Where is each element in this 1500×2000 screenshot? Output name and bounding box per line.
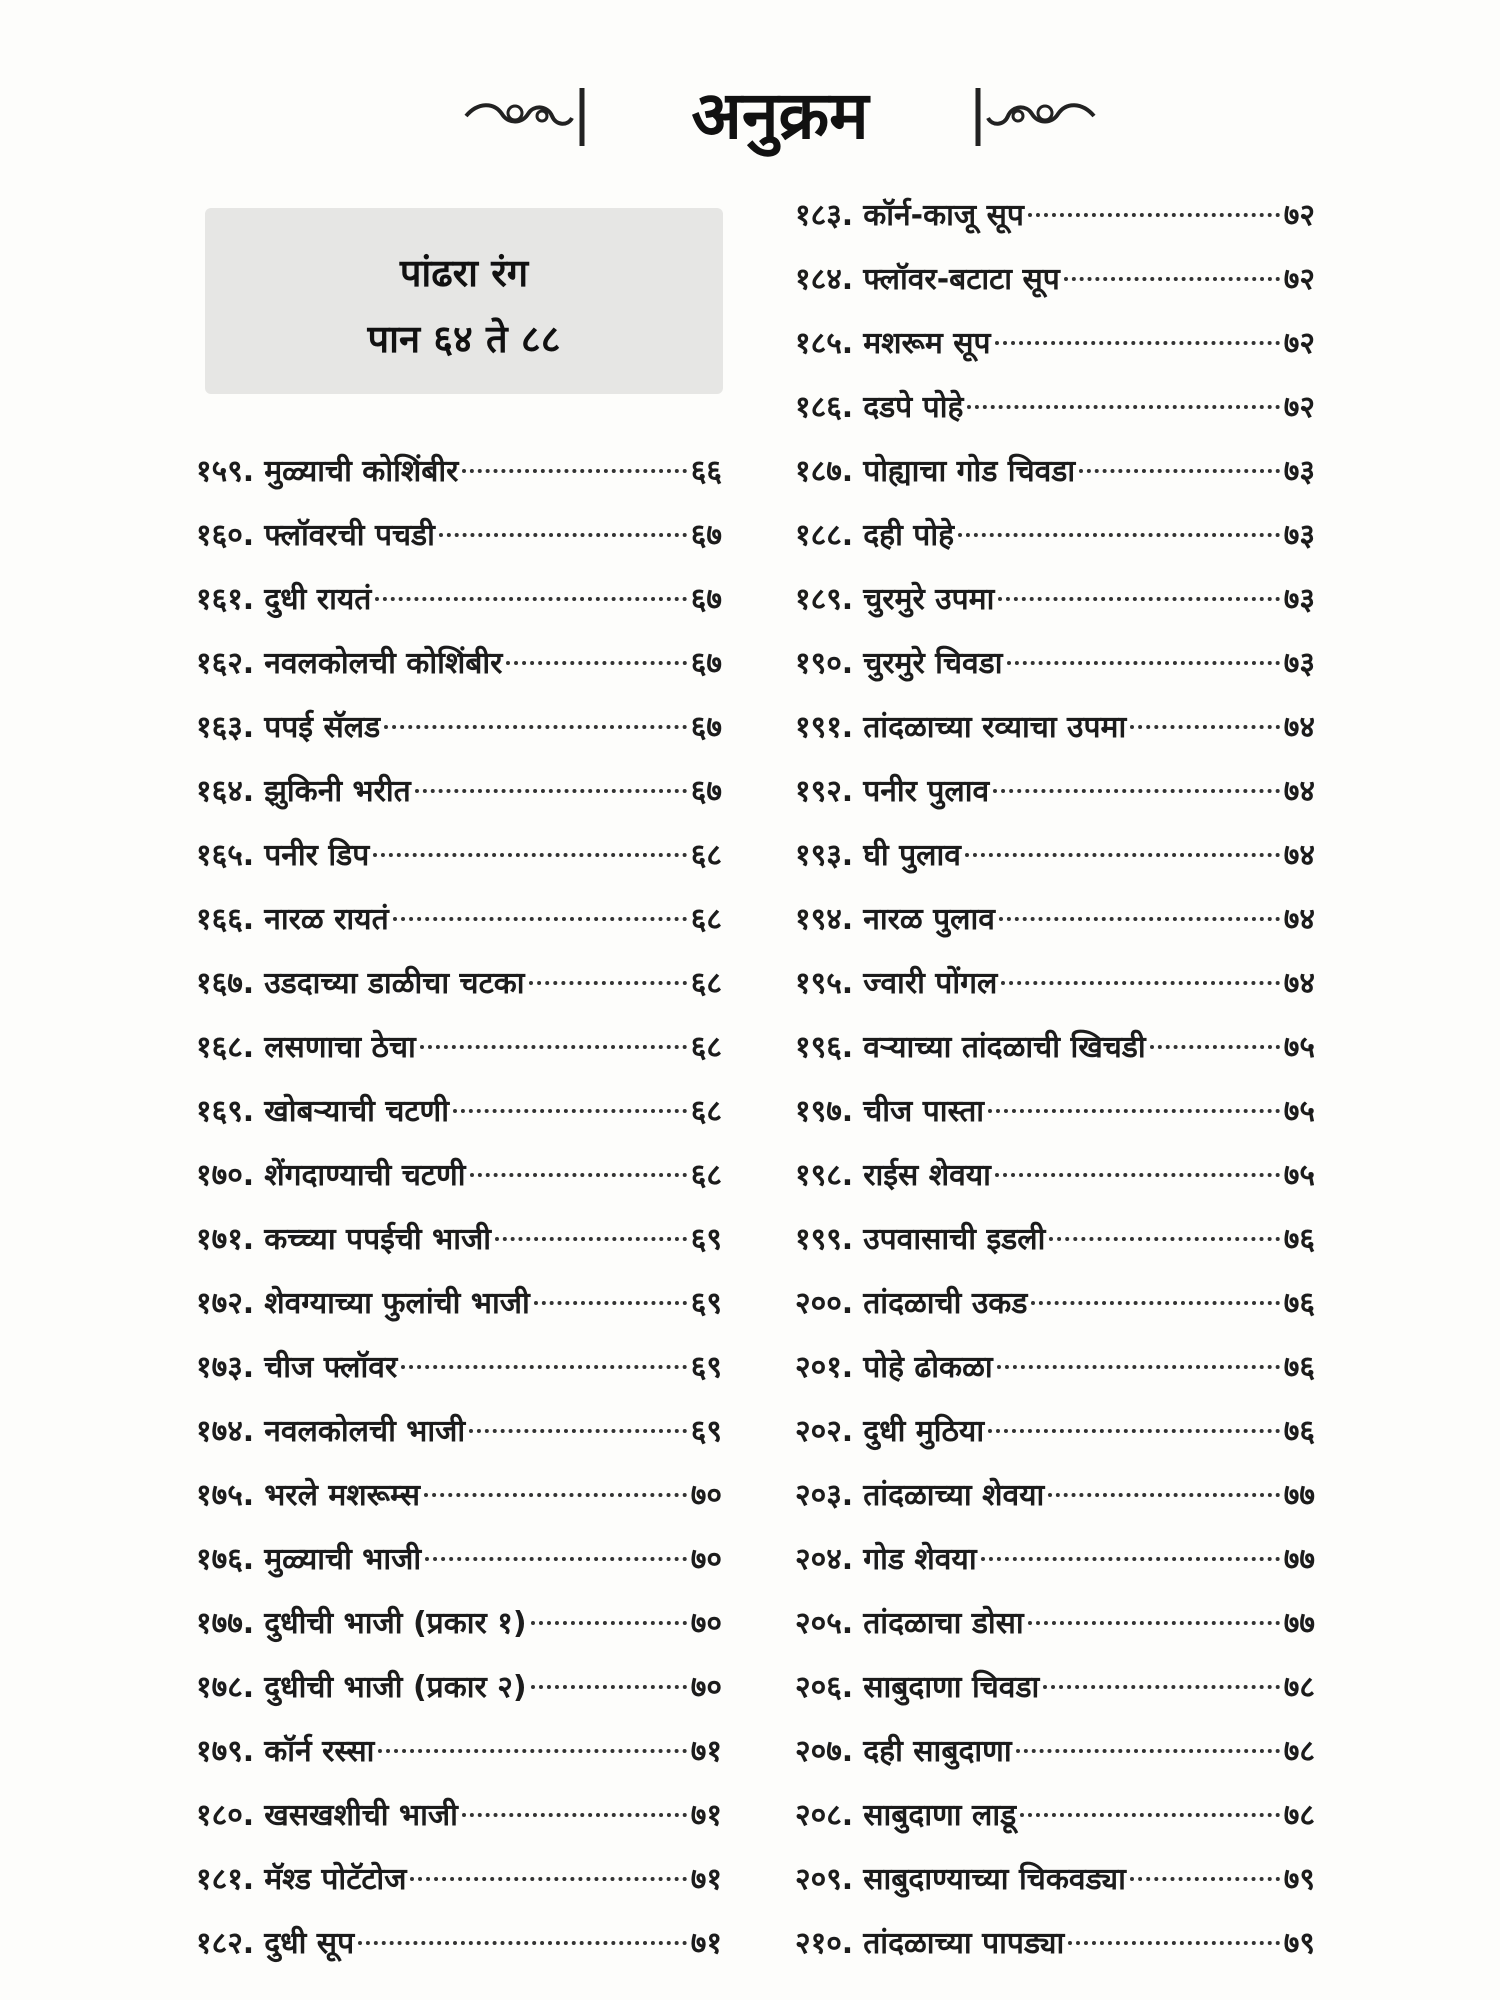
entry-number: १९६. bbox=[795, 1030, 854, 1065]
entry-number: १६१. bbox=[196, 582, 255, 617]
toc-entry bbox=[795, 1016, 1315, 1080]
entry-number: १९५. bbox=[795, 966, 854, 1001]
entry-page-number: ७३ bbox=[1283, 518, 1315, 553]
entry-number: १८०. bbox=[196, 1798, 255, 1833]
toc-entry bbox=[795, 1464, 1315, 1528]
entry-title: मुळ्याची भाजी bbox=[264, 1542, 422, 1577]
entry-number: २०२. bbox=[795, 1414, 854, 1449]
dot-leader bbox=[1068, 1941, 1279, 1945]
entry-title: साबुदाणा चिवडा bbox=[863, 1670, 1040, 1705]
toc-entry bbox=[795, 1272, 1315, 1336]
entry-title: साबुदाणा लाडू bbox=[863, 1798, 1017, 1833]
toc-entry bbox=[196, 1016, 722, 1080]
toc-entry bbox=[196, 632, 722, 696]
entry-number: १९८. bbox=[795, 1158, 854, 1193]
toc-entry bbox=[196, 1784, 722, 1848]
toc-entry bbox=[196, 1592, 722, 1656]
entry-page-number: ६६ bbox=[690, 454, 722, 489]
dot-leader bbox=[1150, 1045, 1280, 1049]
entry-number: १७०. bbox=[196, 1158, 255, 1193]
toc-entry bbox=[795, 504, 1315, 568]
entry-title: पोहे ढोकळा bbox=[863, 1350, 993, 1385]
entry-title: शेवग्याच्या फुलांची भाजी bbox=[264, 1286, 530, 1321]
dot-leader bbox=[410, 1877, 686, 1881]
entry-number: १९०. bbox=[795, 646, 854, 681]
dot-leader bbox=[469, 1429, 687, 1433]
entry-number: १८८. bbox=[795, 518, 854, 553]
entry-number: २१०. bbox=[795, 1926, 854, 1961]
entry-page-number: ७२ bbox=[1283, 326, 1315, 361]
toc-entry bbox=[795, 696, 1315, 760]
entry-title: पपई सॅलड bbox=[264, 710, 381, 745]
dot-leader bbox=[965, 853, 1280, 857]
entry-page-number: ७६ bbox=[1283, 1286, 1315, 1321]
entry-number: १६२. bbox=[196, 646, 255, 681]
entry-number: १६५. bbox=[196, 838, 255, 873]
entry-title: दही पोहे bbox=[863, 518, 955, 553]
dot-leader bbox=[958, 533, 1280, 537]
entry-page-number: ७४ bbox=[1283, 966, 1315, 1001]
entry-title: दडपे पोहे bbox=[863, 390, 964, 425]
entry-page-number: ७९ bbox=[1283, 1926, 1315, 1961]
dot-leader bbox=[439, 533, 687, 537]
entry-page-number: ६९ bbox=[690, 1350, 722, 1385]
entry-number: १९४. bbox=[795, 902, 854, 937]
entry-title: खसखशीची भाजी bbox=[264, 1798, 458, 1833]
toc-entry bbox=[196, 824, 722, 888]
entry-page-number: ७६ bbox=[1283, 1350, 1315, 1385]
entry-title: झुकिनी भरीत bbox=[264, 774, 411, 809]
entry-page-number: ६७ bbox=[690, 774, 722, 809]
entry-number: १७१. bbox=[196, 1222, 255, 1257]
entry-number: १८३. bbox=[795, 198, 854, 233]
entry-title: राईस शेवया bbox=[863, 1158, 991, 1193]
toc-entry bbox=[196, 952, 722, 1016]
dot-leader bbox=[988, 1109, 1280, 1113]
entry-page-number: ७३ bbox=[1283, 582, 1315, 617]
toc-entry bbox=[795, 952, 1315, 1016]
toc-entry bbox=[795, 888, 1315, 952]
dot-leader bbox=[1043, 1685, 1279, 1689]
entry-number: २०३. bbox=[795, 1478, 854, 1513]
entry-page-number: ६९ bbox=[690, 1222, 722, 1257]
entry-title: चुरमुरे चिवडा bbox=[863, 646, 1003, 681]
dot-leader bbox=[420, 1045, 687, 1049]
dot-leader bbox=[534, 1301, 687, 1305]
section-title: पांढरा रंग bbox=[399, 251, 529, 295]
toc-entry bbox=[795, 1720, 1315, 1784]
dot-leader bbox=[425, 1557, 687, 1561]
entry-title: नवलकोलची भाजी bbox=[264, 1414, 466, 1449]
entry-title: वऱ्याच्या तांदळाची खिचडी bbox=[863, 1030, 1146, 1065]
dot-leader bbox=[1028, 1621, 1280, 1625]
entry-title: खोबऱ्याची चटणी bbox=[264, 1094, 449, 1129]
toc-entry bbox=[795, 1656, 1315, 1720]
toc-entry bbox=[795, 1912, 1315, 1976]
entry-title: फ्लॉवरची पचडी bbox=[264, 518, 435, 553]
entry-page-number: ७७ bbox=[1283, 1542, 1315, 1577]
entry-title: फ्लॉवर-बटाटा सूप bbox=[863, 262, 1060, 297]
dot-leader bbox=[470, 1173, 687, 1177]
toc-entry bbox=[795, 440, 1315, 504]
entry-number: १५९. bbox=[196, 454, 255, 489]
entry-number: १७४. bbox=[196, 1414, 255, 1449]
entry-number: १७२. bbox=[196, 1286, 255, 1321]
entry-title: नवलकोलची कोशिंबीर bbox=[264, 646, 503, 681]
dot-leader bbox=[1031, 1301, 1279, 1305]
dot-leader bbox=[384, 725, 687, 729]
dot-leader bbox=[1049, 1237, 1279, 1241]
entry-title: भरले मशरूम्स bbox=[264, 1478, 421, 1513]
entry-number: १९७. bbox=[795, 1094, 854, 1129]
entry-page-number: ६८ bbox=[690, 902, 722, 937]
toc-entry bbox=[196, 504, 722, 568]
entry-page-number: ७६ bbox=[1283, 1222, 1315, 1257]
entry-page-number: ६८ bbox=[690, 1094, 722, 1129]
entry-number: १९१. bbox=[795, 710, 854, 745]
entry-number: १९३. bbox=[795, 838, 854, 873]
entry-number: १७६. bbox=[196, 1542, 255, 1577]
toc-entry bbox=[795, 632, 1315, 696]
entry-title: तांदळाचा डोसा bbox=[863, 1606, 1024, 1641]
entry-page-number: ६९ bbox=[690, 1286, 722, 1321]
toc-entry bbox=[795, 1336, 1315, 1400]
entry-page-number: ६८ bbox=[690, 1030, 722, 1065]
toc-entry bbox=[795, 1144, 1315, 1208]
entry-number: १८९. bbox=[795, 582, 854, 617]
entry-page-number: ७४ bbox=[1283, 774, 1315, 809]
entry-number: १९२. bbox=[795, 774, 854, 809]
entry-number: १८७. bbox=[795, 454, 854, 489]
toc-entry bbox=[196, 1336, 722, 1400]
entry-number: १८६. bbox=[795, 390, 854, 425]
dot-leader bbox=[998, 597, 1279, 601]
entry-page-number: ७१ bbox=[690, 1926, 722, 1961]
entry-page-number: ६७ bbox=[690, 582, 722, 617]
entry-page-number: ६९ bbox=[690, 1414, 722, 1449]
dot-leader bbox=[981, 1557, 1280, 1561]
toc-entry bbox=[795, 760, 1315, 824]
entry-page-number: ७१ bbox=[690, 1798, 722, 1833]
entry-page-number: ७८ bbox=[1283, 1798, 1315, 1833]
entry-number: १६४. bbox=[196, 774, 255, 809]
entry-title: दुधी रायतं bbox=[264, 582, 372, 617]
dot-leader bbox=[1079, 469, 1280, 473]
entry-title: मशरूम सूप bbox=[863, 326, 991, 361]
entry-title: मुळ्याची कोशिंबीर bbox=[264, 454, 459, 489]
entry-page-number: ७४ bbox=[1283, 838, 1315, 873]
entry-number: २०६. bbox=[795, 1670, 854, 1705]
dot-leader bbox=[1048, 1493, 1279, 1497]
toc-entry bbox=[196, 1144, 722, 1208]
entry-page-number: ६८ bbox=[690, 966, 722, 1001]
toc-entry bbox=[795, 312, 1315, 376]
dot-leader bbox=[1020, 1813, 1280, 1817]
entry-number: १९९. bbox=[795, 1222, 854, 1257]
toc-entry bbox=[196, 440, 722, 504]
dot-leader bbox=[373, 853, 687, 857]
toc-entry bbox=[196, 1272, 722, 1336]
entry-title: चीज फ्लॉवर bbox=[264, 1350, 398, 1385]
entry-title: उपवासाची इडली bbox=[863, 1222, 1046, 1257]
entry-page-number: ७४ bbox=[1283, 710, 1315, 745]
entry-title: दुधीची भाजी (प्रकार १) bbox=[264, 1606, 527, 1641]
toc-entry bbox=[795, 1592, 1315, 1656]
toc-entry bbox=[795, 1400, 1315, 1464]
entry-page-number: ७० bbox=[690, 1670, 722, 1705]
entry-page-number: ७२ bbox=[1283, 198, 1315, 233]
dot-leader bbox=[1016, 1749, 1280, 1753]
toc-entry bbox=[196, 1464, 722, 1528]
entry-page-number: ७७ bbox=[1283, 1478, 1315, 1513]
left-toc-column bbox=[196, 440, 722, 1976]
page-header bbox=[0, 60, 1500, 170]
section-page-range: पान ६४ ते ८८ bbox=[367, 317, 561, 361]
dot-leader bbox=[506, 661, 686, 665]
toc-entry bbox=[196, 696, 722, 760]
entry-number: २०८. bbox=[795, 1798, 854, 1833]
toc-entry bbox=[795, 568, 1315, 632]
entry-title: पोह्याचा गोड चिवडा bbox=[863, 454, 1076, 489]
entry-number: १७७. bbox=[196, 1606, 255, 1641]
entry-number: १६०. bbox=[196, 518, 255, 553]
entry-page-number: ७७ bbox=[1283, 1606, 1315, 1641]
entry-title: उडदाच्या डाळीचा चटका bbox=[264, 966, 525, 1001]
entry-number: २०५. bbox=[795, 1606, 854, 1641]
entry-number: १७८. bbox=[196, 1670, 255, 1705]
dot-leader bbox=[529, 981, 687, 985]
toc-entry bbox=[196, 1400, 722, 1464]
toc-entry bbox=[196, 1848, 722, 1912]
toc-entry bbox=[795, 1080, 1315, 1144]
dot-leader bbox=[531, 1685, 687, 1689]
toc-entry bbox=[196, 1528, 722, 1592]
toc-entry bbox=[196, 1080, 722, 1144]
entry-page-number: ७० bbox=[690, 1606, 722, 1641]
toc-entry bbox=[795, 1208, 1315, 1272]
entry-title: दही साबुदाणा bbox=[863, 1734, 1012, 1769]
toc-entry bbox=[196, 1912, 722, 1976]
entry-title: चुरमुरे उपमा bbox=[863, 582, 995, 617]
entry-number: १६६. bbox=[196, 902, 255, 937]
entry-title: दुधीची भाजी (प्रकार २) bbox=[264, 1670, 527, 1705]
dot-leader bbox=[495, 1237, 687, 1241]
entry-page-number: ६७ bbox=[690, 710, 722, 745]
entry-page-number: ७५ bbox=[1283, 1158, 1315, 1193]
dot-leader bbox=[1130, 1877, 1280, 1881]
entry-page-number: ७९ bbox=[1283, 1862, 1315, 1897]
toc-entry bbox=[196, 568, 722, 632]
toc-entry bbox=[795, 184, 1315, 248]
section-heading-box bbox=[205, 208, 723, 394]
dot-leader bbox=[393, 917, 687, 921]
entry-title: घी पुलाव bbox=[863, 838, 961, 873]
entry-number: २०९. bbox=[795, 1862, 854, 1897]
entry-number: २००. bbox=[795, 1286, 854, 1321]
entry-page-number: ७५ bbox=[1283, 1094, 1315, 1129]
entry-page-number: ६७ bbox=[690, 646, 722, 681]
toc-entry bbox=[196, 760, 722, 824]
dot-leader bbox=[995, 341, 1280, 345]
dot-leader bbox=[378, 1749, 686, 1753]
entry-title: शेंगदाण्याची चटणी bbox=[264, 1158, 466, 1193]
entry-title: नारळ रायतं bbox=[264, 902, 389, 937]
entry-page-number: ७२ bbox=[1283, 262, 1315, 297]
dot-leader bbox=[1001, 981, 1279, 985]
entry-page-number: ७१ bbox=[690, 1862, 722, 1897]
dot-leader bbox=[967, 405, 1279, 409]
entry-title: तांदळाची उकड bbox=[863, 1286, 1028, 1321]
entry-page-number: ७८ bbox=[1283, 1734, 1315, 1769]
toc-entry bbox=[196, 1720, 722, 1784]
toc-entry bbox=[795, 1784, 1315, 1848]
left-ornament-icon bbox=[458, 80, 588, 150]
entry-title: दुधी सूप bbox=[264, 1926, 355, 1961]
entry-title: तांदळाच्या रव्याचा उपमा bbox=[863, 710, 1127, 745]
page-title: अनुक्रम bbox=[691, 77, 869, 154]
toc-entry bbox=[196, 1208, 722, 1272]
dot-leader bbox=[997, 1365, 1280, 1369]
entry-number: १८५. bbox=[795, 326, 854, 361]
toc-entry bbox=[795, 824, 1315, 888]
entry-title: कच्च्या पपईची भाजी bbox=[264, 1222, 492, 1257]
dot-leader bbox=[999, 917, 1280, 921]
entry-number: २०१. bbox=[795, 1350, 854, 1385]
entry-title: तांदळाच्या शेवया bbox=[863, 1478, 1045, 1513]
entry-page-number: ७० bbox=[690, 1478, 722, 1513]
entry-page-number: ७० bbox=[690, 1542, 722, 1577]
entry-title: तांदळाच्या पापड्या bbox=[863, 1926, 1065, 1961]
dot-leader bbox=[453, 1109, 687, 1113]
dot-leader bbox=[415, 789, 687, 793]
entry-number: १८४. bbox=[795, 262, 854, 297]
entry-page-number: ६७ bbox=[690, 518, 722, 553]
entry-title: पनीर डिप bbox=[264, 838, 370, 873]
entry-title: पनीर पुलाव bbox=[863, 774, 990, 809]
dot-leader bbox=[401, 1365, 687, 1369]
entry-number: १६९. bbox=[196, 1094, 255, 1129]
toc-entry bbox=[795, 376, 1315, 440]
entry-page-number: ७३ bbox=[1283, 454, 1315, 489]
entry-page-number: ७५ bbox=[1283, 1030, 1315, 1065]
entry-title: गोड शेवया bbox=[863, 1542, 977, 1577]
entry-number: २०४. bbox=[795, 1542, 854, 1577]
entry-title: मॅश्ड पोटॅटोज bbox=[264, 1862, 407, 1897]
entry-page-number: ७३ bbox=[1283, 646, 1315, 681]
entry-number: १७३. bbox=[196, 1350, 255, 1385]
toc-entry bbox=[795, 248, 1315, 312]
dot-leader bbox=[1130, 725, 1280, 729]
dot-leader bbox=[988, 1429, 1280, 1433]
dot-leader bbox=[462, 1813, 687, 1817]
entry-number: १८२. bbox=[196, 1926, 255, 1961]
entry-title: ज्वारी पोंगल bbox=[863, 966, 998, 1001]
entry-title: नारळ पुलाव bbox=[863, 902, 995, 937]
dot-leader bbox=[1007, 661, 1280, 665]
toc-entry bbox=[795, 1848, 1315, 1912]
dot-leader bbox=[1028, 213, 1280, 217]
entry-title: कॉर्न-काजू सूप bbox=[863, 198, 1024, 233]
dot-leader bbox=[462, 469, 686, 473]
dot-leader bbox=[358, 1941, 687, 1945]
entry-page-number: ७४ bbox=[1283, 902, 1315, 937]
entry-page-number: ७६ bbox=[1283, 1414, 1315, 1449]
entry-number: १८१. bbox=[196, 1862, 255, 1897]
entry-page-number: ७१ bbox=[690, 1734, 722, 1769]
entry-page-number: ६८ bbox=[690, 1158, 722, 1193]
toc-entry bbox=[196, 1656, 722, 1720]
entry-title: कॉर्न रस्सा bbox=[264, 1734, 375, 1769]
toc-entry bbox=[795, 1528, 1315, 1592]
entry-number: १७९. bbox=[196, 1734, 255, 1769]
entry-title: लसणाचा ठेचा bbox=[264, 1030, 416, 1065]
entry-page-number: ७२ bbox=[1283, 390, 1315, 425]
right-ornament-icon bbox=[972, 80, 1102, 150]
dot-leader bbox=[531, 1621, 687, 1625]
entry-number: १७५. bbox=[196, 1478, 255, 1513]
entry-number: १६७. bbox=[196, 966, 255, 1001]
dot-leader bbox=[424, 1493, 687, 1497]
entry-number: २०७. bbox=[795, 1734, 854, 1769]
entry-number: १६८. bbox=[196, 1030, 255, 1065]
dot-leader bbox=[995, 1173, 1280, 1177]
entry-title: दुधी मुठिया bbox=[863, 1414, 985, 1449]
toc-entry bbox=[196, 888, 722, 952]
entry-page-number: ७८ bbox=[1283, 1670, 1315, 1705]
dot-leader bbox=[1064, 277, 1280, 281]
entry-number: १६३. bbox=[196, 710, 255, 745]
dot-leader bbox=[993, 789, 1280, 793]
entry-title: साबुदाण्याच्या चिकवड्या bbox=[863, 1862, 1126, 1897]
dot-leader bbox=[375, 597, 686, 601]
right-toc-column bbox=[795, 184, 1315, 1976]
entry-page-number: ६८ bbox=[690, 838, 722, 873]
entry-title: चीज पास्ता bbox=[863, 1094, 985, 1129]
